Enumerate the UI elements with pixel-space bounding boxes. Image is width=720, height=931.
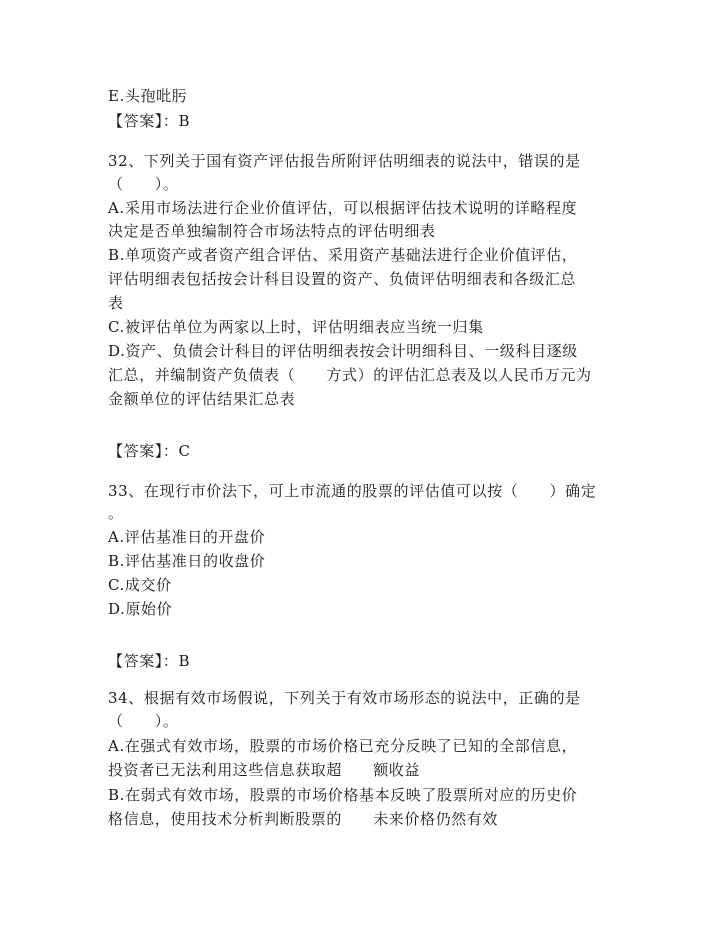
q32-option-c: C.被评估单位为两家以上时，评估明细表应当统一归集 (108, 318, 484, 336)
q34-option-a-line2: 投资者已无法利用这些信息获取超 额收益 (108, 761, 421, 779)
q34-stem-line2: （ ）。 (108, 712, 179, 730)
prev-answer: 【答案】：B (108, 112, 191, 130)
q32-option-b-line3: 表 (108, 294, 124, 312)
q33-answer: 【答案】：B (108, 652, 191, 670)
q33-option-c: C.成交价 (108, 576, 172, 594)
q32-option-b-line2: 评估明细表包括按会计科目设置的资产、负债评估明细表和各级汇总 (108, 270, 577, 288)
q32-option-a-line1: A.采用市场法进行企业价值评估，可以根据评估技术说明的详略程度 (108, 199, 578, 217)
q34-option-b-line1: B.在弱式有效市场，股票的市场价格基本反映了股票所对应的历史价 (108, 786, 578, 804)
q34-stem-line1: 34、根据有效市场假说，下列关于有效市场形态的说法中，正确的是 (108, 689, 581, 707)
q32-option-b-line1: B.单项资产或者资产组合评估、采用资产基础法进行企业价值评估， (108, 246, 578, 264)
q32-answer: 【答案】：C (108, 442, 191, 460)
q32-option-d-line1: D.资产、负债会计科目的评估明细表按会计明细科目、一级科目逐级 (108, 342, 578, 360)
q32-option-d-line3: 金额单位的评估结果汇总表 (108, 390, 296, 408)
q32-option-d-line2: 汇总，并编制资产负债表（ 方式）的评估汇总表及以人民币万元为 (108, 366, 592, 384)
q32-option-a-line2: 决定是否单独编制符合市场法特点的评估明细表 (108, 222, 436, 240)
q33-stem-line1: 33、在现行市价法下，可上市流通的股票的评估值可以按（ ）确定 (108, 482, 597, 500)
prev-option-e: E.头孢吡肟 (108, 87, 188, 105)
q33-option-b: B.评估基准日的收盘价 (108, 552, 266, 570)
q33-stem-line2: 。 (108, 504, 124, 522)
q33-option-a: A.评估基准日的开盘价 (108, 528, 266, 546)
q34-option-b-line2: 格信息，使用技术分析判断股票的 未来价格仍然有效 (108, 810, 499, 828)
q32-stem-line1: 32、下列关于国有资产评估报告所附评估明细表的说法中，错误的是 (108, 152, 581, 170)
q34-option-a-line1: A.在强式有效市场，股票的市场价格已充分反映了已知的全部信息， (108, 737, 578, 755)
q33-option-d: D.原始价 (108, 600, 173, 618)
q32-stem-line2: （ ）。 (108, 175, 179, 193)
